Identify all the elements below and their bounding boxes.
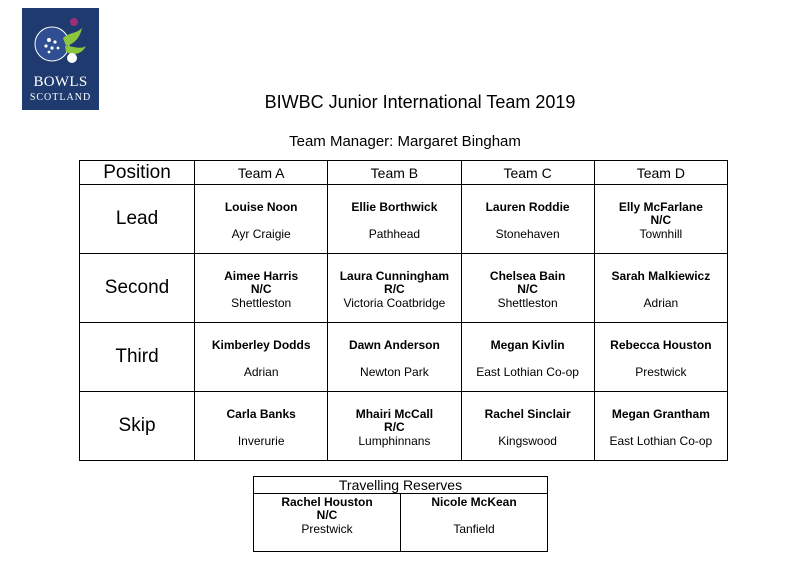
player-club: Adrian (643, 296, 679, 310)
page-title: BIWBC Junior International Team 2019 (264, 92, 576, 112)
player-cell (254, 494, 401, 552)
player-cell (461, 392, 594, 461)
player-role (462, 214, 594, 227)
position-label: Skip (80, 392, 195, 461)
position-label: Second (80, 254, 195, 323)
player-club: Prestwick (635, 365, 687, 379)
player-name: Megan Kivlin (490, 338, 565, 352)
player-role: R/C (384, 282, 405, 296)
player-name: Laura Cunningham (339, 269, 450, 283)
table-row (80, 185, 728, 254)
player-cell (195, 392, 328, 461)
player-club: Pathhead (368, 227, 421, 241)
player-cell (594, 323, 727, 392)
player-name: Elly McFarlane (618, 200, 703, 214)
bowls-emblem-icon (22, 8, 99, 78)
player-role: N/C (316, 508, 338, 522)
player-role: N/C (517, 282, 538, 296)
player-cell (401, 494, 548, 552)
player-role: N/C (250, 282, 272, 296)
player-club: Newton Park (360, 365, 429, 379)
player-cell (328, 392, 461, 461)
player-cell (594, 392, 727, 461)
player-cell (461, 185, 594, 254)
player-cell (195, 185, 328, 254)
reserves-table (253, 476, 548, 552)
player-name: Nicole McKean (431, 495, 517, 509)
player-cell (461, 254, 594, 323)
player-role: N/C (650, 213, 672, 227)
team-header: Team C (461, 161, 594, 185)
position-header: Position (80, 161, 195, 185)
player-name: Megan Grantham (611, 407, 710, 421)
player-club: Inverurie (237, 434, 285, 448)
player-name: Chelsea Bain (489, 269, 566, 283)
team-manager: Team Manager: Margaret Bingham (289, 133, 521, 150)
team-table (79, 160, 728, 461)
player-club: Shettleston (497, 296, 558, 310)
player-cell (328, 323, 461, 392)
player-club: Townhill (639, 227, 683, 241)
position-label: Third (80, 323, 195, 392)
team-table-header-row (80, 161, 728, 185)
player-name: Lauren Roddie (485, 200, 570, 214)
player-role (328, 352, 460, 365)
logo-text-scotland: SCOTLAND (29, 92, 92, 103)
player-name: Rachel Sinclair (484, 407, 571, 421)
player-name: Sarah Malkiewicz (611, 269, 711, 283)
player-role (195, 352, 327, 365)
player-name: Aimee Harris (224, 269, 299, 283)
player-name: Carla Banks (226, 407, 296, 421)
player-cell (594, 185, 727, 254)
player-club: Lumphinnans (358, 434, 431, 448)
table-row (80, 392, 728, 461)
table-row (80, 254, 728, 323)
player-club: East Lothian Co-op (476, 365, 579, 379)
team-header: Team B (328, 161, 461, 185)
player-club: East Lothian Co-op (609, 434, 713, 448)
player-cell (195, 254, 328, 323)
player-role (595, 283, 727, 296)
player-role (462, 352, 594, 365)
player-name: Rachel Houston (281, 495, 373, 509)
player-name: Rebecca Houston (610, 338, 712, 352)
player-name: Kimberley Dodds (211, 338, 311, 352)
player-club: Shettleston (231, 296, 292, 310)
player-club: Tanfield (453, 522, 495, 536)
player-name: Louise Noon (224, 200, 298, 214)
player-role (195, 214, 327, 227)
player-role (328, 214, 460, 227)
player-role (401, 509, 547, 522)
player-cell (594, 254, 727, 323)
logo-text-bowls: BOWLS (33, 74, 88, 90)
player-name: Dawn Anderson (348, 338, 440, 352)
player-role (595, 352, 727, 365)
player-role (595, 421, 727, 434)
player-role (462, 421, 594, 434)
player-club: Prestwick (301, 522, 353, 536)
player-cell (328, 254, 461, 323)
player-club: Ayr Craigie (231, 227, 291, 241)
player-cell (195, 323, 328, 392)
player-name: Ellie Borthwick (351, 200, 438, 214)
player-club: Kingswood (498, 434, 557, 448)
player-club: Victoria Coatbridge (343, 296, 446, 310)
player-cell (461, 323, 594, 392)
team-header: Team A (195, 161, 328, 185)
player-club: Stonehaven (495, 227, 560, 241)
player-club: Adrian (243, 365, 279, 379)
player-role: R/C (384, 420, 405, 434)
reserves-header: Travelling Reserves (254, 477, 548, 494)
table-row (80, 323, 728, 392)
team-header: Team D (594, 161, 727, 185)
player-cell (328, 185, 461, 254)
table-row (254, 494, 548, 552)
player-name: Mhairi McCall (355, 407, 434, 421)
position-label: Lead (80, 185, 195, 254)
player-role (195, 421, 327, 434)
